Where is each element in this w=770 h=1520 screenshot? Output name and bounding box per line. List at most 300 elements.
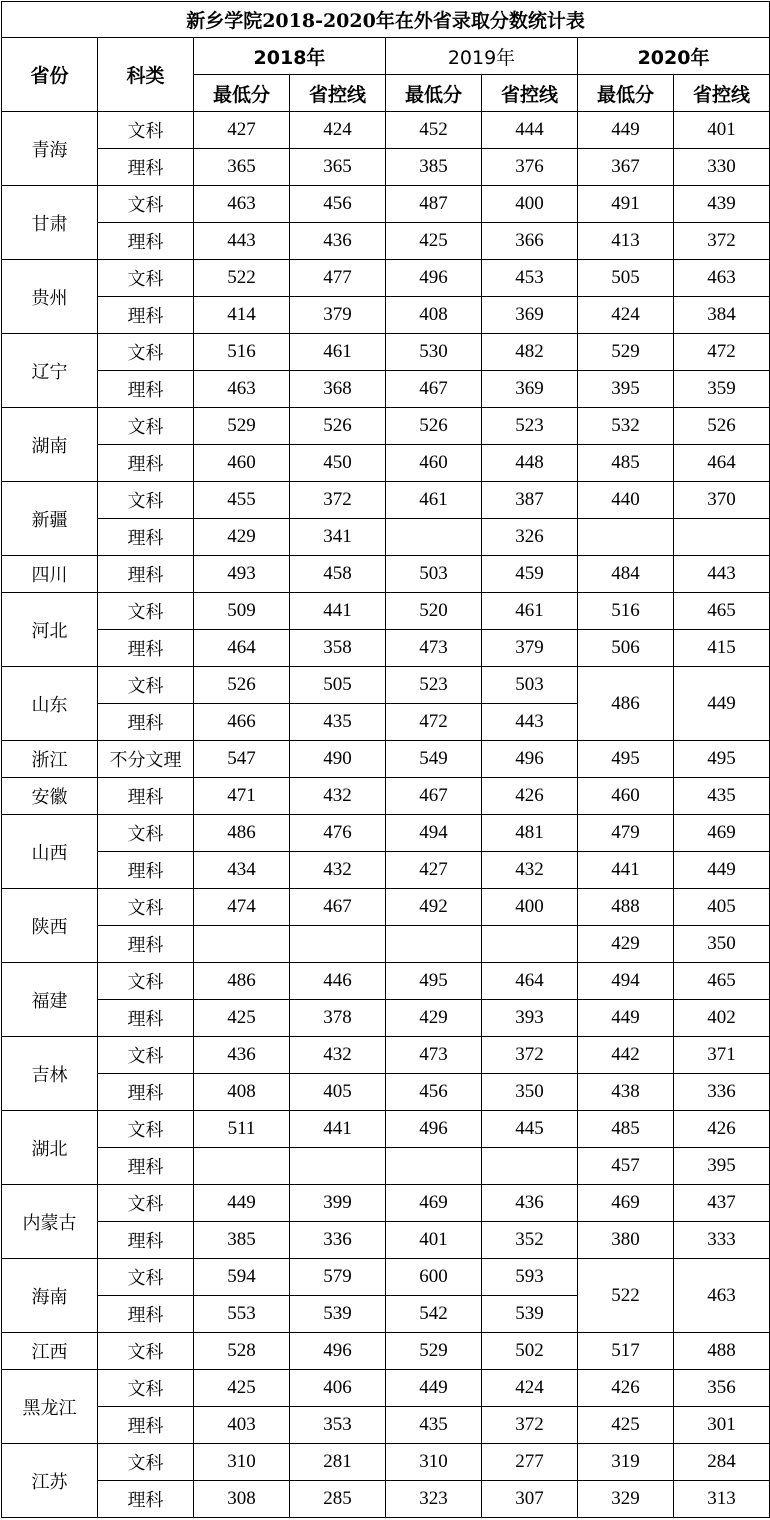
min-score-2019-cell: 429	[386, 1000, 482, 1037]
control-line-2020-cell: 472	[674, 334, 770, 371]
category-cell: 理科	[98, 445, 194, 482]
control-line-2020-cell: 464	[674, 445, 770, 482]
min-score-2019-cell: 323	[386, 1481, 482, 1518]
province-cell: 江西	[2, 1333, 98, 1370]
min-score-2019-cell: 452	[386, 112, 482, 149]
min-score-2018-cell: 385	[194, 1222, 290, 1259]
min-score-2019-cell: 495	[386, 963, 482, 1000]
category-cell: 理科	[98, 1296, 194, 1333]
min-score-2019-cell: 523	[386, 667, 482, 704]
province-cell: 内蒙古	[2, 1185, 98, 1259]
min-score-2019-cell: 310	[386, 1444, 482, 1481]
province-cell: 吉林	[2, 1037, 98, 1111]
min-score-2020-cell: 460	[578, 778, 674, 815]
control-line-2018-cell: 406	[290, 1370, 386, 1407]
control-line-2018-cell	[290, 1148, 386, 1185]
category-cell: 理科	[98, 297, 194, 334]
control-line-2019-cell: 400	[482, 889, 578, 926]
min-score-2020-cell: 522	[578, 1259, 674, 1333]
control-line-2020-cell: 405	[674, 889, 770, 926]
control-line-2018-cell: 579	[290, 1259, 386, 1296]
control-line-2018-cell: 285	[290, 1481, 386, 1518]
control-line-2019-cell: 464	[482, 963, 578, 1000]
province-cell: 新疆	[2, 482, 98, 556]
control-line-2020-cell: 526	[674, 408, 770, 445]
control-line-2019-cell: 539	[482, 1296, 578, 1333]
min-score-2018-cell: 310	[194, 1444, 290, 1481]
control-line-2019-cell: 453	[482, 260, 578, 297]
control-line-2018-cell: 446	[290, 963, 386, 1000]
category-cell: 文科	[98, 815, 194, 852]
control-line-2020-cell: 330	[674, 149, 770, 186]
table-row	[2, 963, 770, 1000]
category-cell: 文科	[98, 1333, 194, 1370]
min-score-2020-cell	[578, 519, 674, 556]
control-line-2019-cell: 387	[482, 482, 578, 519]
control-line-2018-cell: 379	[290, 297, 386, 334]
control-line-2019-cell: 393	[482, 1000, 578, 1037]
min-score-2020-cell: 413	[578, 223, 674, 260]
min-score-2018-cell: 425	[194, 1000, 290, 1037]
table-row	[2, 223, 770, 260]
min-score-2018-cell: 443	[194, 223, 290, 260]
control-line-2018-cell: 435	[290, 704, 386, 741]
min-score-2018-cell: 425	[194, 1370, 290, 1407]
category-cell: 理科	[98, 223, 194, 260]
table-row	[2, 593, 770, 630]
min-score-2019-cell: 530	[386, 334, 482, 371]
min-score-2019-cell: 408	[386, 297, 482, 334]
control-line-2018-cell: 368	[290, 371, 386, 408]
control-line-2019-cell: 593	[482, 1259, 578, 1296]
control-line-2018-cell: 436	[290, 223, 386, 260]
min-score-2019-cell: 520	[386, 593, 482, 630]
control-line-2019-cell: 436	[482, 1185, 578, 1222]
province-cell: 辽宁	[2, 334, 98, 408]
control-line-2020-cell: 465	[674, 963, 770, 1000]
category-cell: 文科	[98, 482, 194, 519]
control-line-2019-cell: 443	[482, 704, 578, 741]
min-score-2018-cell: 471	[194, 778, 290, 815]
control-line-2019-cell: 372	[482, 1407, 578, 1444]
min-score-2020-cell: 449	[578, 112, 674, 149]
province-cell: 山东	[2, 667, 98, 741]
control-line-2020-cell: 426	[674, 1111, 770, 1148]
control-line-2018-cell: 432	[290, 852, 386, 889]
min-score-2019-cell	[386, 519, 482, 556]
min-score-2018-cell: 403	[194, 1407, 290, 1444]
table-row	[2, 926, 770, 963]
min-score-2019-cell: 549	[386, 741, 482, 778]
min-score-2018-cell: 365	[194, 149, 290, 186]
header-row-years	[2, 38, 770, 75]
table-row	[2, 1222, 770, 1259]
category-cell: 理科	[98, 371, 194, 408]
control-line-2019-cell: 352	[482, 1222, 578, 1259]
table-row	[2, 1370, 770, 1407]
min-score-2018-cell: 474	[194, 889, 290, 926]
min-score-2018-cell	[194, 1148, 290, 1185]
control-line-2020-cell: 384	[674, 297, 770, 334]
control-line-2018-cell: 441	[290, 1111, 386, 1148]
min-score-2018-cell: 464	[194, 630, 290, 667]
category-cell: 理科	[98, 1000, 194, 1037]
control-line-2019-cell: 379	[482, 630, 578, 667]
title-row	[2, 2, 770, 38]
score-table-page	[0, 1, 770, 1520]
control-line-2020-cell: 370	[674, 482, 770, 519]
control-line-2019-cell: 523	[482, 408, 578, 445]
min-score-2019-cell: 600	[386, 1259, 482, 1296]
min-score-2018-cell: 414	[194, 297, 290, 334]
table-row	[2, 186, 770, 223]
min-score-2018-cell: 463	[194, 186, 290, 223]
min-score-2020-cell: 469	[578, 1185, 674, 1222]
control-line-2020-cell: 336	[674, 1074, 770, 1111]
table-row	[2, 1148, 770, 1185]
control-line-2018-cell: 450	[290, 445, 386, 482]
control-line-2018-cell: 461	[290, 334, 386, 371]
control-line-2019-cell: 459	[482, 556, 578, 593]
table-row	[2, 149, 770, 186]
table-body	[2, 112, 770, 1518]
control-line-2019-cell	[482, 926, 578, 963]
min-score-2019-cell: 473	[386, 630, 482, 667]
min-score-2018-cell: 429	[194, 519, 290, 556]
control-line-2019-cell: 426	[482, 778, 578, 815]
control-line-2019-cell	[482, 1148, 578, 1185]
category-cell: 理科	[98, 1222, 194, 1259]
min-score-2019-cell: 469	[386, 1185, 482, 1222]
min-score-2019-cell: 503	[386, 556, 482, 593]
category-cell: 文科	[98, 186, 194, 223]
min-score-2018-cell: 529	[194, 408, 290, 445]
min-score-2020-cell: 441	[578, 852, 674, 889]
category-cell: 文科	[98, 1444, 194, 1481]
table-row	[2, 1259, 770, 1296]
min-score-2020-cell: 438	[578, 1074, 674, 1111]
min-score-2018-cell: 436	[194, 1037, 290, 1074]
table-title: 新乡学院2018-2020年在外省录取分数统计表	[2, 2, 770, 38]
min-score-2020-cell: 516	[578, 593, 674, 630]
min-score-2019-cell: 496	[386, 1111, 482, 1148]
control-line-2020-cell: 449	[674, 667, 770, 741]
min-score-2019-cell: 494	[386, 815, 482, 852]
control-line-2019-cell: 326	[482, 519, 578, 556]
min-score-2020-cell: 529	[578, 334, 674, 371]
control-line-2018-cell: 432	[290, 1037, 386, 1074]
control-line-2019-cell: 366	[482, 223, 578, 260]
category-cell: 文科	[98, 1259, 194, 1296]
min-score-2018-cell: 460	[194, 445, 290, 482]
min-score-2020-cell: 479	[578, 815, 674, 852]
header-year-2018: 2018年	[194, 38, 386, 75]
min-score-2019-cell	[386, 926, 482, 963]
header-year-2019: 2019年	[386, 38, 578, 75]
min-score-2019-cell: 460	[386, 445, 482, 482]
category-cell: 文科	[98, 334, 194, 371]
min-score-2019-cell: 529	[386, 1333, 482, 1370]
category-cell: 文科	[98, 963, 194, 1000]
min-score-2019-cell: 487	[386, 186, 482, 223]
table-row	[2, 1481, 770, 1518]
control-line-2020-cell: 372	[674, 223, 770, 260]
admission-score-table	[1, 1, 770, 1518]
min-score-2020-cell: 449	[578, 1000, 674, 1037]
province-cell: 湖北	[2, 1111, 98, 1185]
min-score-2018-cell: 522	[194, 260, 290, 297]
table-row	[2, 1444, 770, 1481]
min-score-2019-cell: 467	[386, 371, 482, 408]
min-score-2020-cell: 395	[578, 371, 674, 408]
province-cell: 河北	[2, 593, 98, 667]
min-score-2018-cell: 509	[194, 593, 290, 630]
table-row	[2, 889, 770, 926]
category-cell: 理科	[98, 1481, 194, 1518]
province-cell: 甘肃	[2, 186, 98, 260]
table-row	[2, 778, 770, 815]
category-cell: 理科	[98, 1407, 194, 1444]
min-score-2018-cell: 463	[194, 371, 290, 408]
control-line-2019-cell: 350	[482, 1074, 578, 1111]
control-line-2020-cell: 439	[674, 186, 770, 223]
min-score-2020-cell: 440	[578, 482, 674, 519]
min-score-2020-cell: 494	[578, 963, 674, 1000]
min-score-2020-cell: 532	[578, 408, 674, 445]
control-line-2020-cell: 395	[674, 1148, 770, 1185]
header-year-2020: 2020年	[578, 38, 770, 75]
min-score-2019-cell: 526	[386, 408, 482, 445]
category-cell: 理科	[98, 149, 194, 186]
control-line-2018-cell: 526	[290, 408, 386, 445]
province-cell: 海南	[2, 1259, 98, 1333]
category-cell: 文科	[98, 260, 194, 297]
control-line-2019-cell: 376	[482, 149, 578, 186]
min-score-2020-cell: 425	[578, 1407, 674, 1444]
table-row	[2, 630, 770, 667]
control-line-2020-cell: 371	[674, 1037, 770, 1074]
min-score-2020-cell: 442	[578, 1037, 674, 1074]
header-min-score: 最低分	[578, 75, 674, 112]
control-line-2019-cell: 369	[482, 297, 578, 334]
min-score-2020-cell: 457	[578, 1148, 674, 1185]
control-line-2020-cell: 463	[674, 260, 770, 297]
min-score-2018-cell: 466	[194, 704, 290, 741]
control-line-2020-cell	[674, 519, 770, 556]
control-line-2020-cell: 415	[674, 630, 770, 667]
min-score-2018-cell: 553	[194, 1296, 290, 1333]
control-line-2020-cell: 359	[674, 371, 770, 408]
table-row	[2, 482, 770, 519]
category-cell: 文科	[98, 889, 194, 926]
min-score-2018-cell: 427	[194, 112, 290, 149]
min-score-2019-cell: 473	[386, 1037, 482, 1074]
control-line-2018-cell: 358	[290, 630, 386, 667]
control-line-2018-cell: 490	[290, 741, 386, 778]
control-line-2019-cell: 432	[482, 852, 578, 889]
min-score-2020-cell: 485	[578, 1111, 674, 1148]
category-cell: 文科	[98, 1370, 194, 1407]
min-score-2020-cell: 429	[578, 926, 674, 963]
min-score-2020-cell: 426	[578, 1370, 674, 1407]
min-score-2018-cell	[194, 926, 290, 963]
control-line-2019-cell: 444	[482, 112, 578, 149]
table-row	[2, 852, 770, 889]
min-score-2020-cell: 491	[578, 186, 674, 223]
control-line-2018-cell: 456	[290, 186, 386, 223]
min-score-2020-cell: 424	[578, 297, 674, 334]
header-province: 省份	[2, 38, 98, 112]
control-line-2018-cell: 336	[290, 1222, 386, 1259]
min-score-2018-cell: 486	[194, 815, 290, 852]
min-score-2020-cell: 367	[578, 149, 674, 186]
min-score-2020-cell: 488	[578, 889, 674, 926]
min-score-2018-cell: 528	[194, 1333, 290, 1370]
control-line-2020-cell: 356	[674, 1370, 770, 1407]
min-score-2020-cell: 495	[578, 741, 674, 778]
province-cell: 湖南	[2, 408, 98, 482]
control-line-2018-cell: 441	[290, 593, 386, 630]
min-score-2018-cell: 486	[194, 963, 290, 1000]
min-score-2018-cell: 455	[194, 482, 290, 519]
table-row	[2, 1000, 770, 1037]
control-line-2018-cell: 477	[290, 260, 386, 297]
control-line-2020-cell: 313	[674, 1481, 770, 1518]
control-line-2018-cell: 353	[290, 1407, 386, 1444]
category-cell: 理科	[98, 852, 194, 889]
control-line-2019-cell: 482	[482, 334, 578, 371]
min-score-2020-cell: 506	[578, 630, 674, 667]
control-line-2018-cell: 281	[290, 1444, 386, 1481]
control-line-2020-cell: 495	[674, 741, 770, 778]
control-line-2019-cell: 448	[482, 445, 578, 482]
table-row	[2, 1074, 770, 1111]
table-row	[2, 445, 770, 482]
min-score-2019-cell: 467	[386, 778, 482, 815]
table-row	[2, 1037, 770, 1074]
table-row	[2, 1407, 770, 1444]
min-score-2019-cell: 456	[386, 1074, 482, 1111]
min-score-2020-cell: 329	[578, 1481, 674, 1518]
table-row	[2, 741, 770, 778]
control-line-2020-cell: 301	[674, 1407, 770, 1444]
province-cell: 陕西	[2, 889, 98, 963]
min-score-2019-cell: 435	[386, 1407, 482, 1444]
control-line-2018-cell: 496	[290, 1333, 386, 1370]
control-line-2019-cell: 369	[482, 371, 578, 408]
table-row	[2, 1185, 770, 1222]
table-row	[2, 112, 770, 149]
table-row	[2, 556, 770, 593]
category-cell: 理科	[98, 556, 194, 593]
control-line-2018-cell: 432	[290, 778, 386, 815]
min-score-2018-cell: 449	[194, 1185, 290, 1222]
min-score-2018-cell: 434	[194, 852, 290, 889]
control-line-2019-cell: 424	[482, 1370, 578, 1407]
control-line-2019-cell: 277	[482, 1444, 578, 1481]
control-line-2019-cell: 496	[482, 741, 578, 778]
min-score-2018-cell: 493	[194, 556, 290, 593]
min-score-2019-cell: 496	[386, 260, 482, 297]
min-score-2019-cell: 542	[386, 1296, 482, 1333]
table-row	[2, 408, 770, 445]
header-category: 科类	[98, 38, 194, 112]
province-cell: 贵州	[2, 260, 98, 334]
category-cell: 文科	[98, 593, 194, 630]
table-row	[2, 297, 770, 334]
control-line-2018-cell: 458	[290, 556, 386, 593]
category-cell: 理科	[98, 926, 194, 963]
table-row	[2, 519, 770, 556]
control-line-2018-cell: 405	[290, 1074, 386, 1111]
category-cell: 文科	[98, 112, 194, 149]
category-cell: 理科	[98, 630, 194, 667]
category-cell: 理科	[98, 704, 194, 741]
min-score-2018-cell: 408	[194, 1074, 290, 1111]
min-score-2020-cell: 517	[578, 1333, 674, 1370]
min-score-2018-cell: 516	[194, 334, 290, 371]
control-line-2019-cell: 503	[482, 667, 578, 704]
control-line-2019-cell: 445	[482, 1111, 578, 1148]
header-control-line: 省控线	[674, 75, 770, 112]
category-cell: 理科	[98, 1148, 194, 1185]
control-line-2020-cell: 488	[674, 1333, 770, 1370]
category-cell: 文科	[98, 667, 194, 704]
category-cell: 文科	[98, 1111, 194, 1148]
min-score-2019-cell	[386, 1148, 482, 1185]
control-line-2020-cell: 350	[674, 926, 770, 963]
header-min-score: 最低分	[386, 75, 482, 112]
control-line-2020-cell: 463	[674, 1259, 770, 1333]
header-min-score: 最低分	[194, 75, 290, 112]
table-row	[2, 334, 770, 371]
header-control-line: 省控线	[482, 75, 578, 112]
province-cell: 福建	[2, 963, 98, 1037]
min-score-2018-cell: 511	[194, 1111, 290, 1148]
control-line-2020-cell: 443	[674, 556, 770, 593]
category-cell: 文科	[98, 1185, 194, 1222]
control-line-2018-cell: 341	[290, 519, 386, 556]
min-score-2020-cell: 484	[578, 556, 674, 593]
min-score-2019-cell: 385	[386, 149, 482, 186]
province-cell: 四川	[2, 556, 98, 593]
min-score-2018-cell: 308	[194, 1481, 290, 1518]
control-line-2018-cell: 467	[290, 889, 386, 926]
min-score-2020-cell: 380	[578, 1222, 674, 1259]
table-row	[2, 1111, 770, 1148]
min-score-2018-cell: 594	[194, 1259, 290, 1296]
control-line-2019-cell: 502	[482, 1333, 578, 1370]
province-cell: 江苏	[2, 1444, 98, 1518]
control-line-2018-cell: 505	[290, 667, 386, 704]
control-line-2020-cell: 465	[674, 593, 770, 630]
min-score-2019-cell: 492	[386, 889, 482, 926]
control-line-2020-cell: 449	[674, 852, 770, 889]
control-line-2018-cell: 476	[290, 815, 386, 852]
control-line-2019-cell: 481	[482, 815, 578, 852]
control-line-2020-cell: 437	[674, 1185, 770, 1222]
control-line-2018-cell: 372	[290, 482, 386, 519]
min-score-2018-cell: 547	[194, 741, 290, 778]
province-cell: 浙江	[2, 741, 98, 778]
control-line-2019-cell: 400	[482, 186, 578, 223]
category-cell: 文科	[98, 408, 194, 445]
control-line-2019-cell: 307	[482, 1481, 578, 1518]
table-row	[2, 371, 770, 408]
min-score-2020-cell: 485	[578, 445, 674, 482]
control-line-2018-cell: 539	[290, 1296, 386, 1333]
control-line-2020-cell: 435	[674, 778, 770, 815]
